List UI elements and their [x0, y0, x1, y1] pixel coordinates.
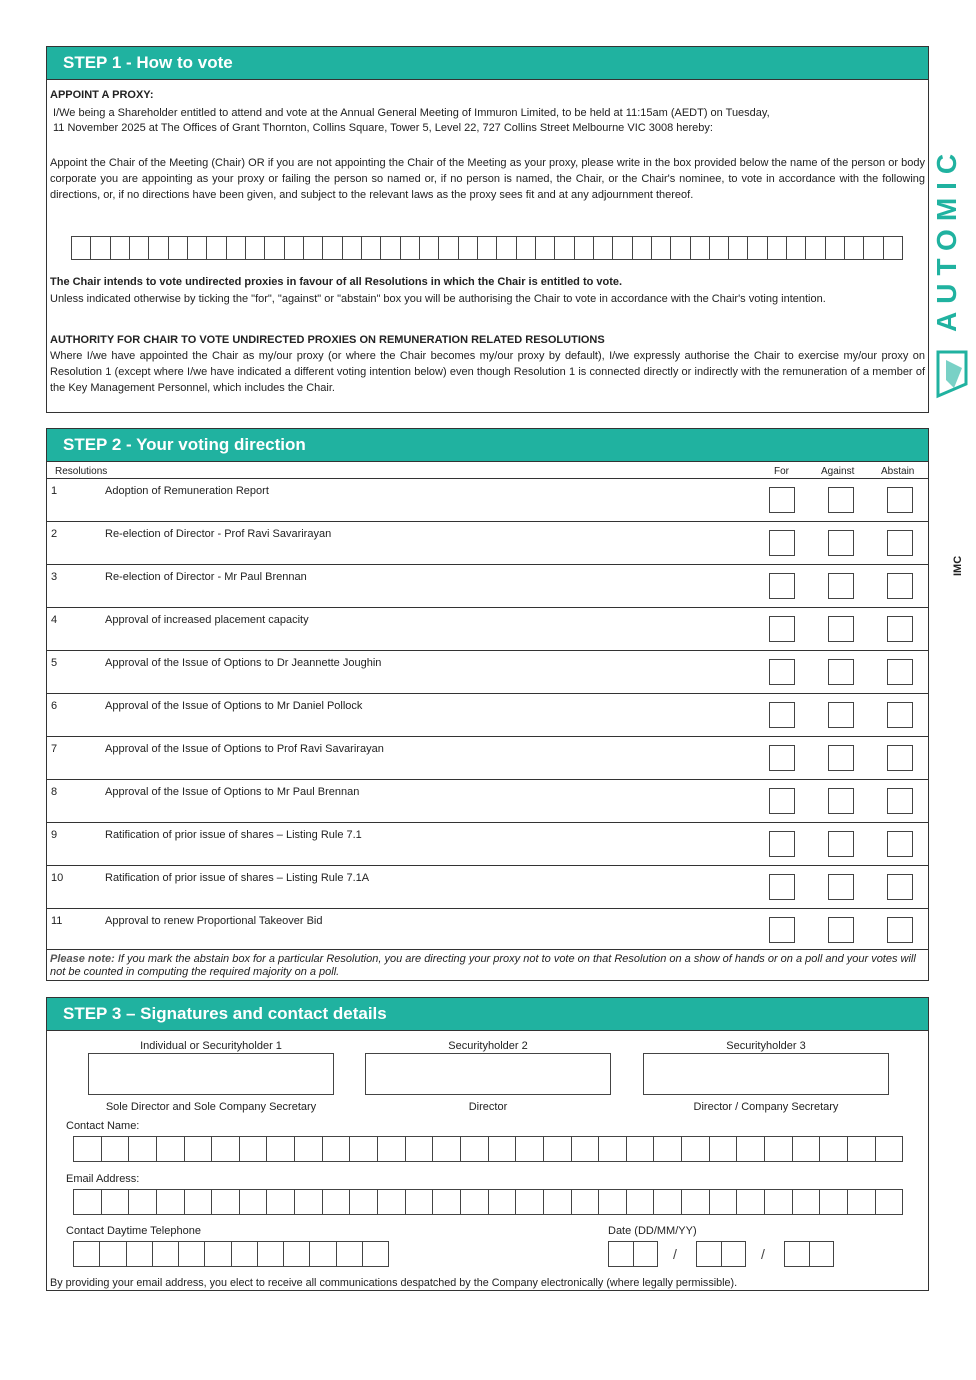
resolution-label: Re-election of Director - Prof Ravi Savarirayan — [105, 528, 332, 540]
vote-abstain-checkbox[interactable] — [887, 573, 913, 599]
resolution-row — [47, 521, 928, 563]
vote-for-checkbox[interactable] — [769, 530, 795, 556]
vote-for-checkbox[interactable] — [769, 659, 795, 685]
date-day-input[interactable] — [608, 1241, 658, 1267]
vote-against-checkbox[interactable] — [828, 745, 854, 771]
resolution-row — [47, 478, 928, 520]
col-against: Against — [821, 466, 855, 477]
vote-for-checkbox[interactable] — [769, 917, 795, 943]
resolution-number: 8 — [51, 786, 58, 798]
document-code: IMC — [952, 555, 964, 576]
resolution-number: 6 — [51, 700, 58, 712]
vote-for-checkbox[interactable] — [769, 702, 795, 728]
date-separator: / — [673, 1246, 677, 1262]
vote-against-checkbox[interactable] — [828, 874, 854, 900]
phone-label: Contact Daytime Telephone — [66, 1225, 201, 1237]
step3-header: STEP 3 – Signatures and contact details — [47, 998, 928, 1031]
note-divider — [47, 949, 928, 950]
step2-section — [46, 428, 929, 981]
resolution-label: Approval of the Issue of Options to Dr Jeannette Joughin — [105, 657, 382, 669]
appoint-heading: APPOINT A PROXY: — [50, 89, 154, 101]
appoint-paragraph: Appoint the Chair of the Meeting (Chair) OR if you are not appointing the Chair of the Meeting as your proxy, please write in the box provided below the name of the person or body corporate you are appointing as your proxy or failing the person so named or, if no person is named, the Chair, or the Chair's nominee, to vote in accordance with the following directions, or, if no directions have been given, and subject to the relevant laws as the proxy sees fit and at any adjournment thereof. — [50, 157, 925, 201]
vote-against-checkbox[interactable] — [828, 831, 854, 857]
vote-abstain-checkbox[interactable] — [887, 745, 913, 771]
vote-for-checkbox[interactable] — [769, 573, 795, 599]
vote-against-checkbox[interactable] — [828, 573, 854, 599]
resolution-row — [47, 607, 928, 649]
vote-against-checkbox[interactable] — [828, 616, 854, 642]
phone-input[interactable] — [73, 1241, 389, 1267]
resolution-row — [47, 822, 928, 864]
resolution-row — [47, 865, 928, 907]
note-text: If you mark the abstain box for a particular Resolution, you are directing your proxy not to vote on that Resolution on a show of hands or on a poll and your votes will not be counted in computing the required majority on a poll. — [50, 953, 916, 978]
vote-against-checkbox[interactable] — [828, 530, 854, 556]
signature-box-2[interactable] — [365, 1053, 611, 1095]
step1-header: STEP 1 - How to vote — [47, 47, 928, 80]
vote-abstain-checkbox[interactable] — [887, 788, 913, 814]
email-consent-note: By providing your email address, you elect to receive all communications despatched by the Company electronically (where legally permissible). — [50, 1277, 738, 1289]
proxy-name-input[interactable] — [71, 236, 903, 260]
col-for: For — [774, 466, 789, 477]
vote-abstain-checkbox[interactable] — [887, 616, 913, 642]
vote-for-checkbox[interactable] — [769, 788, 795, 814]
resolution-row — [47, 779, 928, 821]
intro-line-2: 11 November 2025 at The Offices of Grant Thornton, Collins Square, Tower 5, Level 22, 727 Collins Street Melbourne VIC 3008 hereby: — [53, 122, 713, 134]
step3-section — [46, 997, 929, 1291]
vote-against-checkbox[interactable] — [828, 659, 854, 685]
resolution-number: 1 — [51, 485, 58, 497]
automic-logo-icon — [938, 352, 966, 396]
step1-section — [46, 46, 929, 413]
resolution-label: Approval of the Issue of Options to Prof Ravi Savarirayan — [105, 743, 384, 755]
resolution-row — [47, 736, 928, 778]
col-resolutions: Resolutions — [55, 466, 108, 477]
col-abstain: Abstain — [881, 466, 915, 477]
date-label: Date (DD/MM/YY) — [608, 1225, 697, 1237]
resolution-row — [47, 908, 928, 950]
signature-box-3[interactable] — [643, 1053, 889, 1095]
vote-abstain-checkbox[interactable] — [887, 874, 913, 900]
vote-for-checkbox[interactable] — [769, 745, 795, 771]
intro-line-1: I/We being a Shareholder entitled to attend and vote at the Annual General Meeting of Immuron Limited, to be held at 11:15am (AEDT) on Tuesday, — [53, 107, 770, 119]
resolution-number: 4 — [51, 614, 58, 626]
vote-against-checkbox[interactable] — [828, 487, 854, 513]
step2-header: STEP 2 - Your voting direction — [47, 429, 928, 462]
resolution-number: 9 — [51, 829, 58, 841]
resolution-row — [47, 693, 928, 735]
date-month-input[interactable] — [696, 1241, 746, 1267]
holder2-label: Securityholder 2 — [448, 1040, 528, 1052]
vote-against-checkbox[interactable] — [828, 788, 854, 814]
contact-name-label: Contact Name: — [66, 1120, 140, 1132]
vote-for-checkbox[interactable] — [769, 831, 795, 857]
resolution-label: Re-election of Director - Mr Paul Brennan — [105, 571, 307, 583]
holder3-label: Securityholder 3 — [726, 1040, 806, 1052]
authority-paragraph: Where I/we have appointed the Chair as my/our proxy (or where the Chair becomes my/our proxy by default), I/we expressly authorise the Chair to exercise my/our proxy on Resolution 1 (except where I/we have indicated a different voting intention below) even though Resolution 1 is connected directly or indirectly with the remuneration of a member of the Key Management Personnel, which includes the Chair. — [50, 350, 925, 394]
email-input[interactable] — [73, 1189, 903, 1215]
authority-heading: AUTHORITY FOR CHAIR TO VOTE UNDIRECTED PROXIES ON REMUNERATION RELATED RESOLUTIONS — [50, 334, 605, 346]
note-label: Please note: — [50, 953, 115, 965]
unless-paragraph: Unless indicated otherwise by ticking the "for", "against" or "abstain" box you will be authorising the Chair to vote in accordance with the Chair's voting intention. — [50, 293, 826, 305]
resolution-label: Ratification of prior issue of shares – Listing Rule 7.1A — [105, 872, 370, 884]
resolution-number: 2 — [51, 528, 58, 540]
resolution-label: Ratification of prior issue of shares – Listing Rule 7.1 — [105, 829, 362, 841]
signature-box-1[interactable] — [88, 1053, 334, 1095]
resolution-row — [47, 650, 928, 692]
automic-logo-text: AUTOMIC — [931, 145, 962, 332]
resolution-label: Adoption of Remuneration Report — [105, 485, 269, 497]
role1-label: Sole Director and Sole Company Secretary — [105, 1101, 317, 1113]
resolution-label: Approval of the Issue of Options to Mr Paul Brennan — [105, 786, 360, 798]
chair-intends-text: The Chair intends to vote undirected proxies in favour of all Resolutions in which the Chair is entitled to vote. — [50, 276, 623, 288]
role3-label: Director / Company Secretary — [693, 1101, 839, 1113]
automic-brand — [930, 110, 970, 400]
resolution-label: Approval of the Issue of Options to Mr Daniel Pollock — [105, 700, 363, 712]
resolution-number: 3 — [51, 571, 58, 583]
vote-for-checkbox[interactable] — [769, 487, 795, 513]
vote-for-checkbox[interactable] — [769, 616, 795, 642]
contact-name-input[interactable] — [73, 1136, 903, 1162]
abstain-note — [50, 953, 928, 979]
resolution-number: 7 — [51, 743, 58, 755]
resolution-row — [47, 564, 928, 606]
vote-against-checkbox[interactable] — [828, 917, 854, 943]
vote-abstain-checkbox[interactable] — [887, 659, 913, 685]
role2-label: Director — [468, 1101, 508, 1113]
vote-abstain-checkbox[interactable] — [887, 530, 913, 556]
vote-for-checkbox[interactable] — [769, 874, 795, 900]
resolution-number: 11 — [51, 915, 63, 927]
resolution-label: Approval to renew Proportional Takeover Bid — [105, 915, 323, 927]
vote-abstain-checkbox[interactable] — [887, 702, 913, 728]
vote-abstain-checkbox[interactable] — [887, 831, 913, 857]
vote-abstain-checkbox[interactable] — [887, 487, 913, 513]
vote-abstain-checkbox[interactable] — [887, 917, 913, 943]
date-separator: / — [761, 1246, 765, 1262]
date-year-input[interactable] — [784, 1241, 834, 1267]
vote-against-checkbox[interactable] — [828, 702, 854, 728]
resolution-number: 10 — [51, 872, 64, 884]
resolution-label: Approval of increased placement capacity — [105, 614, 309, 626]
email-label: Email Address: — [66, 1173, 140, 1185]
holder1-label: Individual or Securityholder 1 — [140, 1040, 282, 1052]
resolution-number: 5 — [51, 657, 58, 669]
